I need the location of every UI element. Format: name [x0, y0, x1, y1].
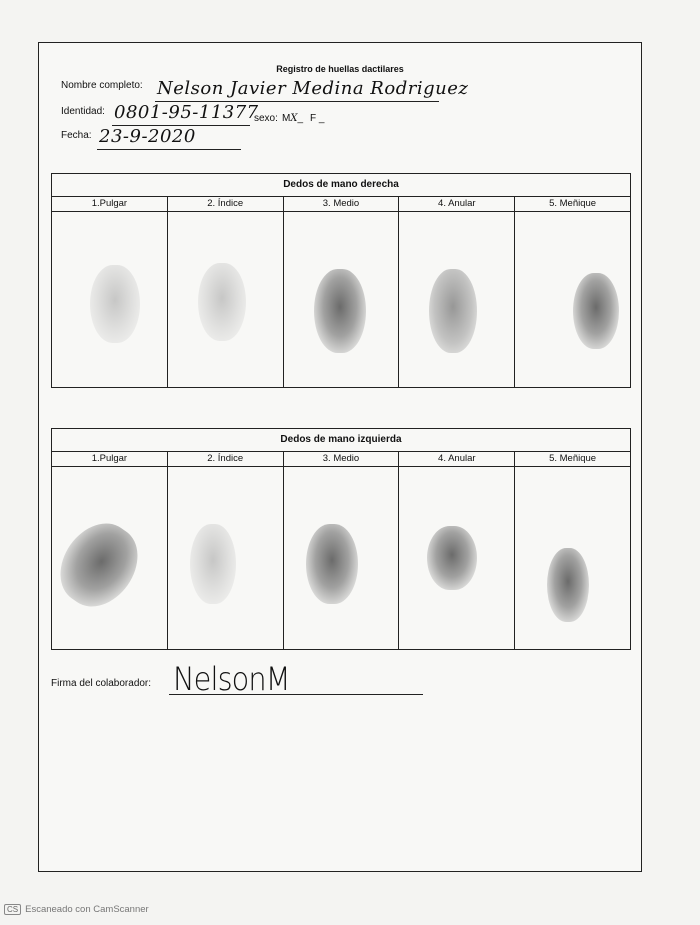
- sex-female-letter: F: [310, 113, 317, 124]
- camscanner-logo: CS: [4, 904, 21, 915]
- name-handwritten: Nelson Javier Medina Rodriguez: [157, 78, 469, 99]
- date-underline: [97, 149, 241, 150]
- left-middle-print: [306, 524, 358, 604]
- right-thumb-cell: [52, 197, 168, 387]
- left-hand-table: [51, 428, 631, 650]
- left-hand-title: Dedos de mano izquierda: [52, 429, 630, 452]
- right-thumb-label: 1.Pulgar: [52, 197, 167, 212]
- sex-male-letter: M: [282, 113, 291, 124]
- right-ring-cell: [399, 197, 515, 387]
- id-handwritten: 0801-95-11377: [114, 102, 259, 123]
- scanner-footer-text: Escaneado con CamScanner: [25, 904, 149, 915]
- right-thumb-print: [90, 265, 140, 343]
- sex-male-mark: X: [290, 113, 298, 124]
- signature-label: Firma del colaborador:: [51, 678, 152, 689]
- right-hand-title: Dedos de mano derecha: [52, 174, 630, 197]
- sex-female-option: F _: [310, 113, 325, 124]
- right-pinky-cell: [515, 197, 630, 387]
- sex-male-option: MX_: [282, 113, 304, 124]
- signature-handwritten: NelsonM: [173, 660, 290, 698]
- right-index-print: [198, 263, 246, 341]
- fingerprint-form-sheet: [38, 42, 642, 872]
- left-pinky-label: 5. Meñique: [515, 452, 630, 467]
- right-middle-label: 3. Medio: [284, 197, 399, 212]
- right-index-label: 2. Índice: [168, 197, 283, 212]
- left-index-label: 2. Índice: [168, 452, 283, 467]
- name-label: Nombre completo:: [61, 80, 143, 91]
- left-middle-cell: [284, 452, 400, 649]
- left-pinky-cell: [515, 452, 630, 649]
- date-handwritten: 23-9-2020: [99, 126, 196, 147]
- sex-label: sexo:: [254, 113, 278, 124]
- left-thumb-cell: [52, 452, 168, 649]
- form-title: Registro de huellas dactilares: [276, 64, 404, 74]
- right-pinky-label: 5. Meñique: [515, 197, 630, 212]
- id-label: Identidad:: [61, 106, 105, 117]
- left-index-cell: [168, 452, 284, 649]
- left-index-print: [190, 524, 236, 604]
- left-middle-label: 3. Medio: [284, 452, 399, 467]
- date-label: Fecha:: [61, 130, 92, 141]
- left-ring-print: [427, 526, 477, 590]
- left-ring-label: 4. Anular: [399, 452, 514, 467]
- right-pinky-print: [573, 273, 619, 349]
- right-index-cell: [168, 197, 284, 387]
- left-ring-cell: [399, 452, 515, 649]
- right-ring-print: [429, 269, 477, 353]
- right-ring-label: 4. Anular: [399, 197, 514, 212]
- right-middle-print: [314, 269, 366, 353]
- left-thumb-print: [46, 510, 153, 621]
- left-thumb-label: 1.Pulgar: [52, 452, 167, 467]
- scanner-footer: [4, 904, 149, 915]
- right-middle-cell: [284, 197, 400, 387]
- left-pinky-print: [547, 548, 589, 622]
- right-hand-table: [51, 173, 631, 388]
